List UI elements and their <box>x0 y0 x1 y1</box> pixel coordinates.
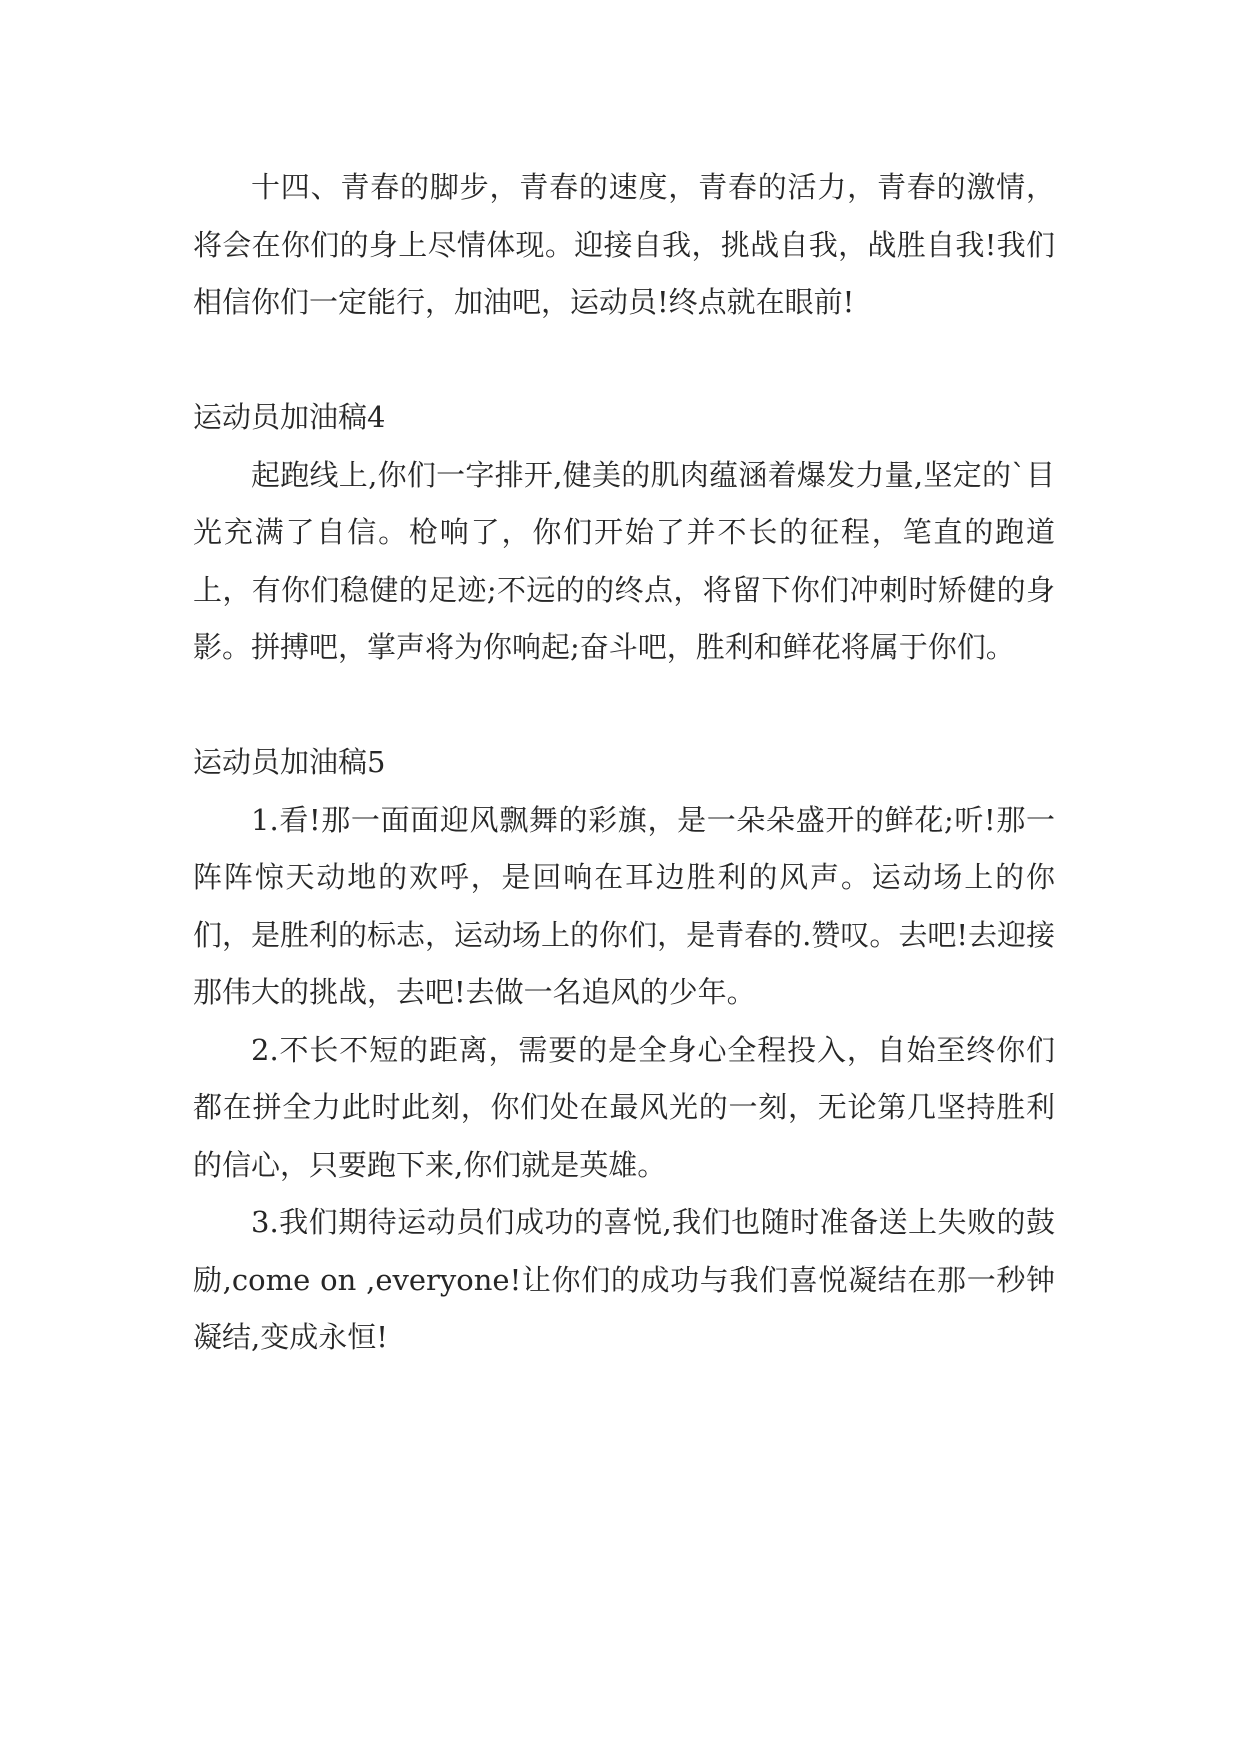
section-spacer <box>193 677 1055 735</box>
paragraph-item-3: 3.我们期待运动员们成功的喜悦,我们也随时准备送上失败的鼓励,come on ,everyone!让你们的成功与我们喜悦凝结在那一秒钟凝结,变成永恒! <box>193 1205 1055 1354</box>
paragraph-start-line: 起跑线上,你们一字排开,健美的肌肉蕴涵着爆发力量,坚定的`目光充满了自信。枪响了，你们开始了并不长的征程，笔直的跑道上，有你们稳健的足迹;不远的的终点，将留下你们冲刺时矫健的身影。拼搏吧，掌声将为你响起;奋斗吧，胜利和鲜花将属于你们。 <box>193 457 1055 664</box>
paragraph-item-1: 1.看!那一面面迎风飘舞的彩旗，是一朵朵盛开的鲜花;听!那一阵阵惊天动地的欢呼，是回响在耳边胜利的风声。运动场上的你们，是胜利的标志，运动场上的你们，是青春的.赞叹。去吧!去迎接那伟大的挑战，去吧!去做一名追风的少年。 <box>193 802 1055 1009</box>
section-heading-4: 运动员加油稿4 <box>193 400 386 434</box>
section-spacer <box>193 332 1055 390</box>
paragraph-item-2: 2.不长不短的距离，需要的是全身心全程投入，自始至终你们都在拼全力此时此刻，你们处在最风光的一刻，无论第几坚持胜利的信心，只要跑下来,你们就是英雄。 <box>193 1032 1055 1182</box>
paragraph-fourteen: 十四、青春的脚步，青春的速度，青春的活力，青春的激情，将会在你们的身上尽情体现。迎接自我，挑战自我，战胜自我!我们相信你们一定能行，加油吧，运动员!终点就在眼前! <box>193 170 1055 319</box>
section-heading-5: 运动员加油稿5 <box>193 745 386 779</box>
document-body <box>193 159 1055 1367</box>
